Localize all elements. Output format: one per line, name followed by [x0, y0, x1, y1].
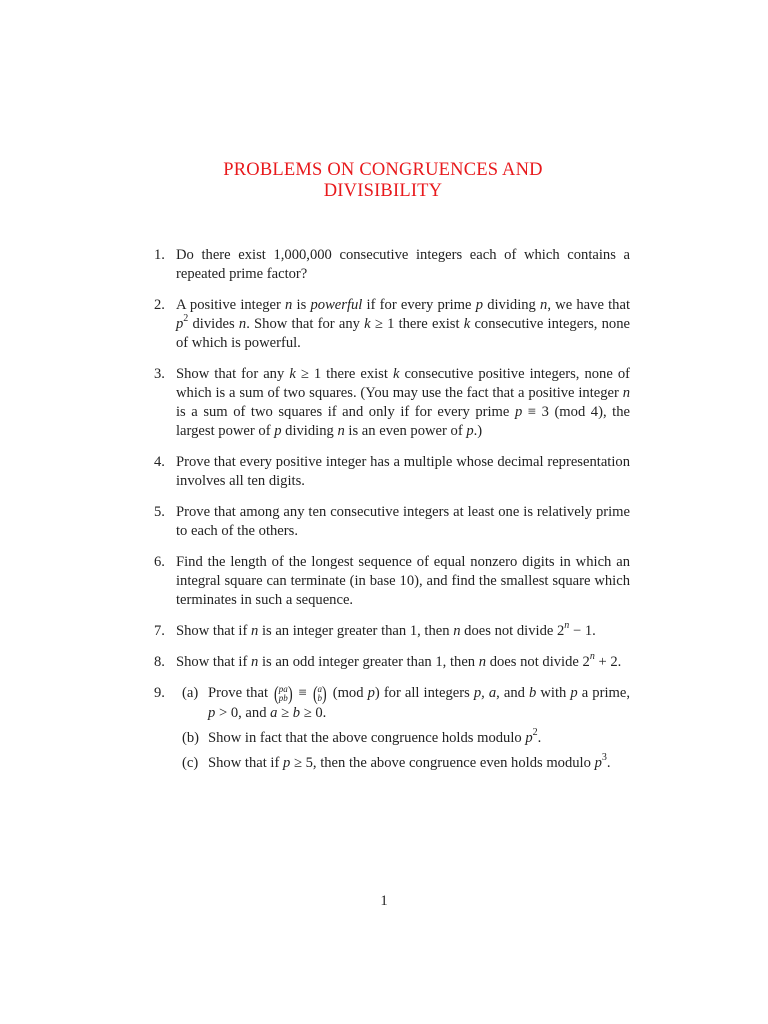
problem-number: 1.: [154, 247, 165, 263]
problem-text: Find the length of the longest sequence of equal nonzero digits in which an integral square can terminate (in base 10), and find the smallest square which terminates in such a sequence.: [176, 554, 630, 608]
subproblem-b: [176, 729, 630, 748]
subproblem-list: [176, 684, 630, 773]
problem-text: Show that if n is an odd integer greater than 1, then n does not divide $2^n + 2$.: [176, 651, 622, 670]
problem-number: 6.: [154, 554, 165, 570]
binomial-pa-pb: ( pa pb ): [274, 683, 293, 705]
subproblem-text: Show in fact that the above congruence holds modulo $p^2$.: [208, 727, 542, 746]
subproblem-a: [176, 684, 630, 723]
subproblem-label: (c): [182, 755, 199, 771]
problem-2: [140, 296, 630, 353]
emphasis-powerful: powerful: [310, 297, 363, 313]
subproblem-c: [176, 754, 630, 773]
problem-text: Prove that among any ten consecutive integers at least one is relatively prime to each of the others.: [176, 504, 630, 539]
problem-3: [140, 365, 630, 441]
subproblem-label: (b): [182, 730, 200, 746]
problem-6: [140, 553, 630, 610]
problem-number: 4.: [154, 454, 165, 470]
problem-1: [140, 246, 630, 284]
problem-number: 8.: [154, 654, 165, 670]
problem-text: Show that for any k ≥ 1 there exist k consecutive positive integers, none of which is a sum of two squares. (You may use the fact that a positive integer n is a sum of two squares if and only if for every prime p ≡ 3 (mod 4), the largest power of p dividing n is an even power of p.): [176, 366, 630, 439]
page-number: 1: [380, 893, 388, 909]
problem-text: Prove that every positive integer has a multiple whose decimal representation involves all ten digits.: [176, 454, 630, 489]
problem-5: [140, 503, 630, 541]
problem-number: 9.: [154, 685, 165, 701]
problem-text: Show that if n is an integer greater than 1, then n does not divide $2^n - 1$.: [176, 620, 596, 639]
problem-number: 7.: [154, 623, 165, 639]
problem-text: A positive integer n is powerful if for every prime p dividing n, we have that $p^2$ divides n. Show that for any k ≥ 1 there exist k consecutive integers, none of which is powerful.: [176, 297, 630, 351]
title-line-1: PROBLEMS ON CONGRUENCES AND: [223, 160, 543, 180]
problem-8: [140, 653, 630, 672]
problem-4: [140, 453, 630, 491]
problem-number: 2.: [154, 297, 165, 313]
subproblem-label: (a): [182, 685, 199, 701]
problem-list: [140, 246, 630, 785]
document-title: [140, 160, 626, 202]
binomial-a-b: ( a b ): [312, 683, 327, 705]
problem-9: [140, 684, 630, 773]
problem-number: 5.: [154, 504, 165, 520]
subproblem-text: Prove that ( pa pb ) ≡ ( a b ) (mod p) for all integers p, a, and b with p a prime, p > 0, and a ≥ b ≥ 0.: [208, 683, 630, 721]
problem-7: [140, 622, 630, 641]
title-line-2: DIVISIBILITY: [323, 181, 443, 201]
subproblem-text: Show that if p ≥ 5, then the above congruence even holds modulo $p^3$.: [208, 752, 611, 771]
problem-number: 3.: [154, 366, 165, 382]
problem-text: Do there exist 1,000,000 consecutive integers each of which contains a repeated prime factor?: [176, 247, 630, 282]
